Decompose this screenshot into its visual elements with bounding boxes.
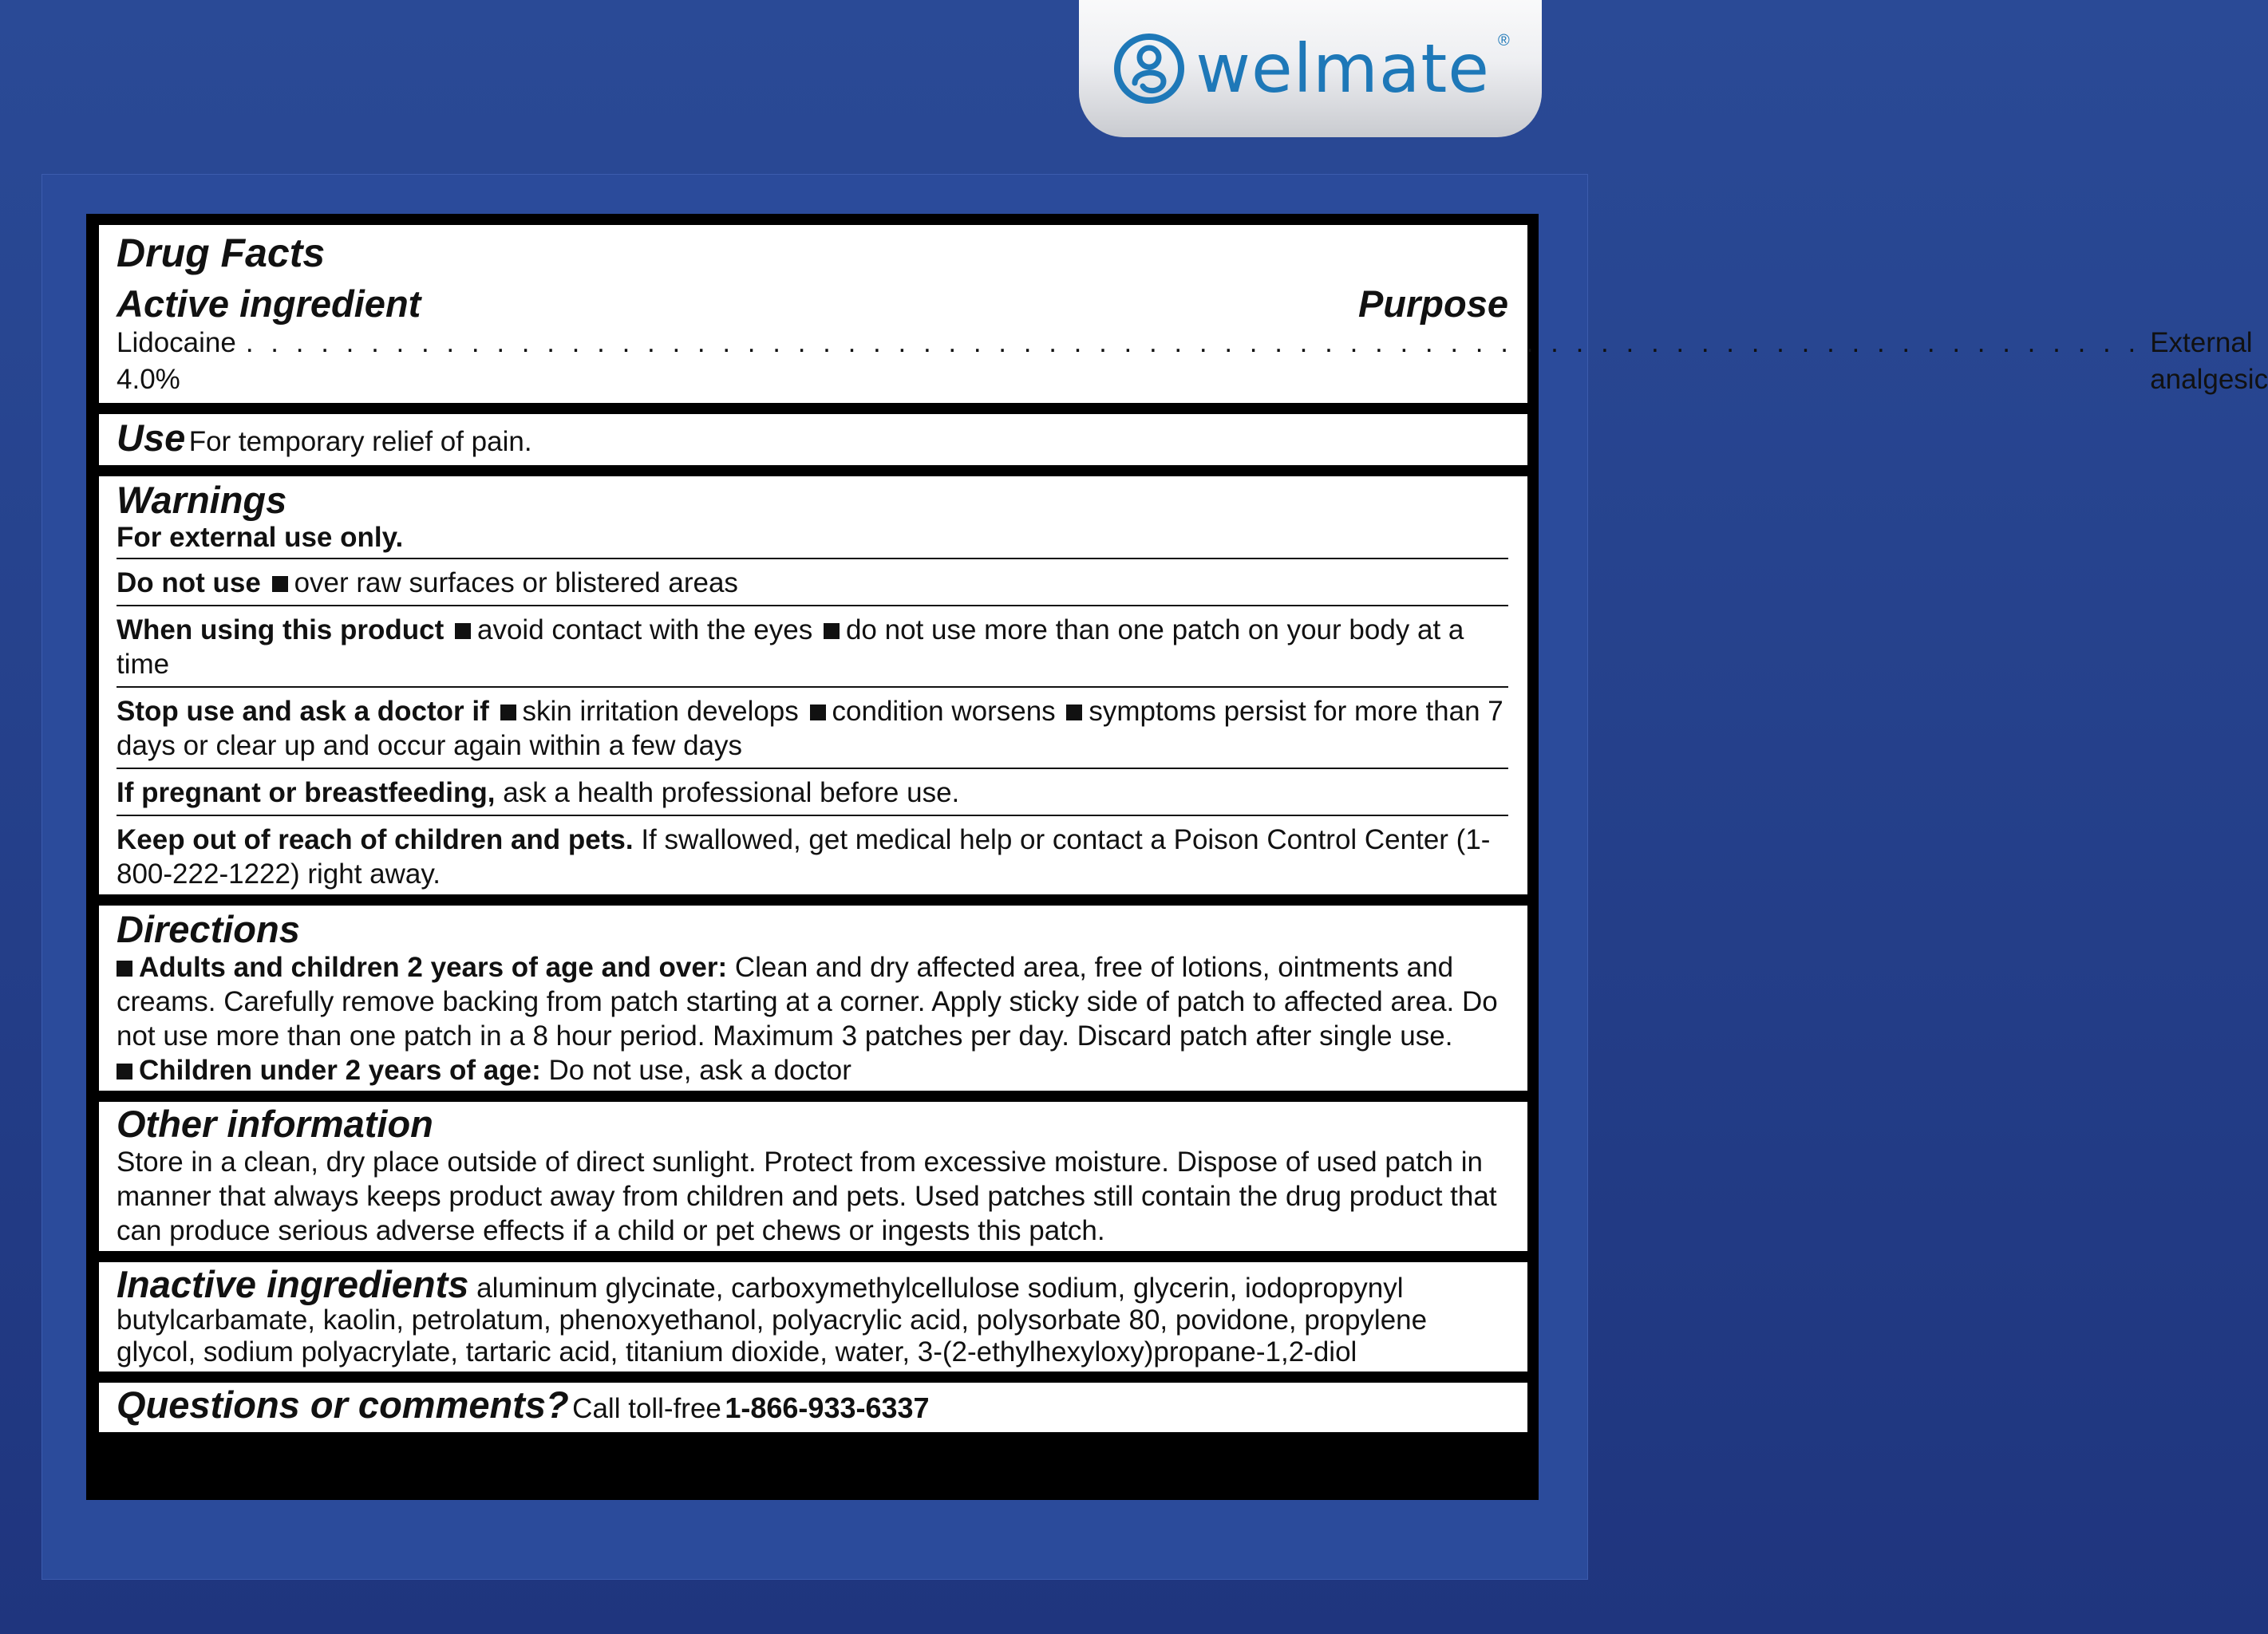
- stop-use-warning: [117, 693, 1508, 764]
- inactive-ingredients-text: aluminum glycinate, carboxymethylcellulose sodium, glycerin, iodopropynyl butylcarbamate, kaolin, petrolatum, phenoxyethanol, polyacrylic acid, polysorbate 80, povidone, propylene glycol, sodium polyacrylate, tartaric acid, titanium dioxide, water, 3-(2-ethylhexyloxy)propane-1,2-diol: [117, 1272, 1428, 1368]
- children-text: Do not use, ask a doctor: [548, 1055, 851, 1087]
- stop-use-label: Stop use and ask a doctor if: [117, 696, 489, 728]
- stop-use-item: symptoms persist for more than 7 days or clear up and occur again within a few days: [117, 696, 1503, 762]
- section-use: [99, 414, 1527, 465]
- directions-adults: [117, 950, 1508, 1053]
- bullet-square-icon: [117, 1064, 132, 1079]
- when-using-item: avoid contact with the eyes: [476, 614, 813, 646]
- other-information-heading: Other information: [117, 1103, 433, 1146]
- registered-mark: ®: [1497, 32, 1510, 49]
- children-label: Children under 2 years of age:: [139, 1055, 541, 1087]
- section-inactive-ingredients: [99, 1262, 1527, 1372]
- when-using-item: do not use more than one patch on your body at a time: [117, 614, 1464, 681]
- active-ingredient-header-row: [117, 283, 1508, 325]
- do-not-use-label: Do not use: [117, 567, 261, 599]
- bullet-square-icon: [272, 576, 288, 592]
- keep-out-text: If swallowed, get medical help or contact a Poison Control Center (1-800-222-1222) right away.: [117, 824, 1491, 890]
- other-information-text: Store in a clean, dry place outside of direct sunlight. Protect from excessive moisture. Dispose of used patch in manner that always keeps product away from children and pets. Used patches still contain the drug product that can produce serious adverse effects if a child or pet chews or ingests this patch.: [117, 1146, 1497, 1246]
- pregnancy-warning: [117, 774, 1508, 811]
- active-ingredient-heading: Active ingredient: [117, 282, 421, 325]
- bullet-square-icon: [824, 623, 840, 639]
- do-not-use-warning: [117, 564, 1508, 602]
- questions-heading: Questions or comments?: [117, 1383, 569, 1427]
- drug-facts-title: Drug Facts: [117, 231, 326, 275]
- section-questions: [99, 1383, 1527, 1432]
- inactive-ingredients-heading: Inactive ingredients: [117, 1262, 469, 1305]
- section-warnings: [99, 476, 1527, 895]
- bullet-square-icon: [455, 623, 471, 639]
- inactive-ingredients-block: [117, 1264, 1508, 1369]
- baby-in-circle-logo-icon: [1111, 30, 1187, 107]
- adults-text: Clean and dry affected area, free of lotions, ointments and creams. Carefully remove backing from patch starting at a corner. Apply sticky side of patch to affected area. Do not use more than one patch in a 8 hour period. Maximum 3 patches per day. Discard patch after single use.: [117, 952, 1498, 1052]
- divider: [117, 768, 1508, 769]
- drug-facts-box: [86, 214, 2268, 1500]
- section-directions: [99, 906, 1527, 1091]
- pregnant-label: If pregnant or breastfeeding,: [117, 777, 496, 809]
- brand-logo-tab: [1079, 0, 1542, 137]
- active-ingredient-name: Lidocaine 4.0%: [117, 326, 236, 395]
- when-using-label: When using this product: [117, 614, 445, 646]
- divider: [117, 558, 1508, 559]
- purpose-heading: Purpose: [1357, 282, 1508, 325]
- divider: [117, 815, 1508, 816]
- active-ingredient-row: [117, 325, 2268, 398]
- bullet-square-icon: [500, 705, 516, 720]
- external-use-warning: For external use only.: [117, 522, 404, 554]
- do-not-use-item: over raw surfaces or blistered areas: [294, 567, 738, 599]
- bullet-square-icon: [1066, 705, 1082, 720]
- directions-children: [117, 1053, 1508, 1087]
- stop-use-item: condition worsens: [832, 696, 1056, 728]
- pregnant-text: ask a health professional before use.: [503, 777, 960, 809]
- use-heading: Use: [117, 416, 186, 459]
- warnings-heading: Warnings: [117, 478, 287, 521]
- divider: [117, 686, 1508, 688]
- section-other-information: [99, 1102, 1527, 1251]
- leader-dots: . . . . . . . . . . . . . . . . . . . . . . . . . . . . . . . . . . . . . . . . . . . . . . . . . . . . . . . . . . . . . . . . . . . . . . . . . . . .: [245, 326, 2141, 358]
- keep-out-label: Keep out of reach of children and pets.: [117, 824, 634, 856]
- directions-heading: Directions: [117, 908, 300, 951]
- adults-label: Adults and children 2 years of age and over:: [139, 952, 728, 984]
- bullet-square-icon: [810, 705, 826, 720]
- when-using-warning: [117, 611, 1508, 683]
- brand-logo: [1111, 30, 1509, 107]
- divider: [117, 605, 1508, 606]
- keep-out-of-reach-warning: [117, 821, 1508, 893]
- bullet-square-icon: [117, 961, 132, 977]
- section-active-ingredient: [99, 225, 2268, 403]
- use-text: For temporary relief of pain.: [188, 425, 532, 457]
- brand-name: welmate: [1195, 30, 1490, 108]
- purpose-text: External analgesic: [2150, 326, 2268, 395]
- stop-use-item: skin irritation develops: [522, 696, 799, 728]
- call-toll-free-text: Call toll-free: [572, 1393, 721, 1425]
- toll-free-phone-number: 1-866-933-6337: [725, 1391, 930, 1425]
